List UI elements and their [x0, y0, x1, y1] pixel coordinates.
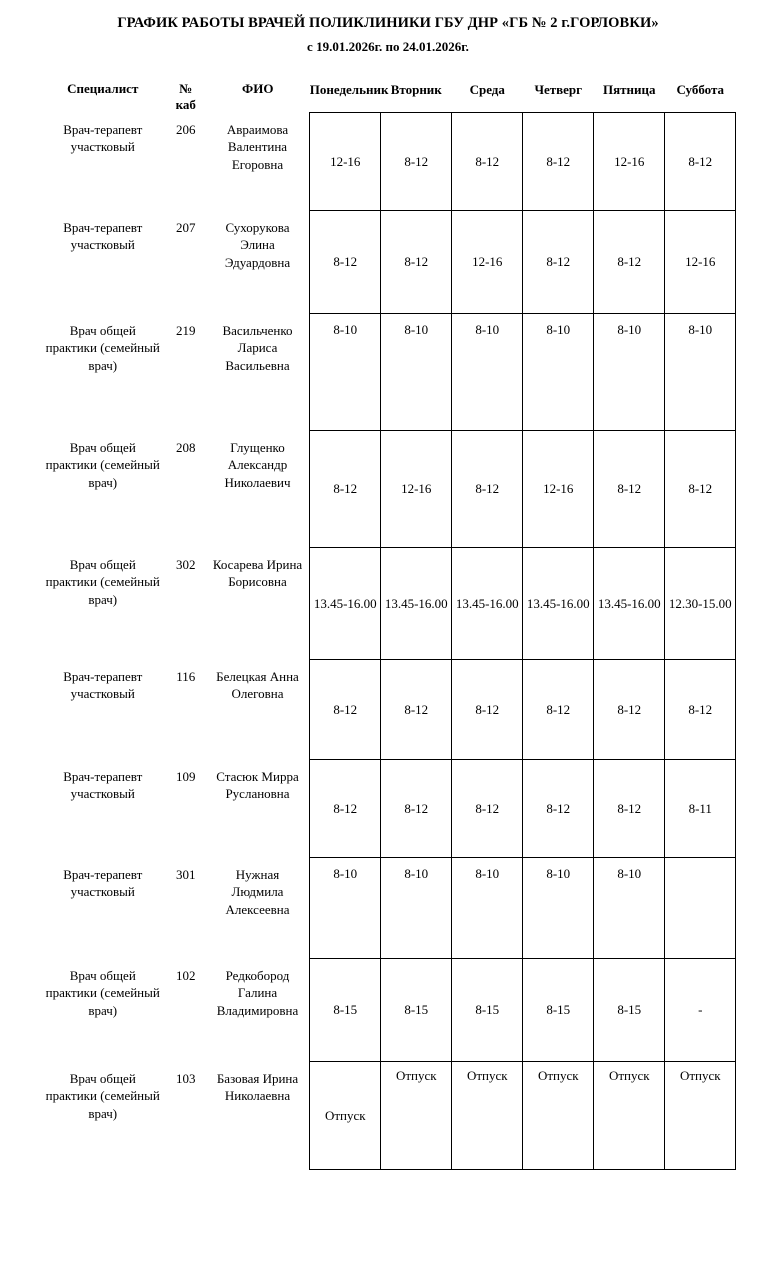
cell-slot-friday: 8-10 — [594, 314, 665, 431]
table-row — [40, 760, 736, 858]
cell-slot-saturday: 8-10 — [665, 314, 736, 431]
cell-slot-thursday: 8-15 — [523, 959, 594, 1062]
cell-slot-saturday: 8-12 — [665, 431, 736, 548]
cell-slot-saturday — [665, 858, 736, 959]
table-header — [40, 81, 736, 113]
cell-slot-friday: Отпуск — [594, 1062, 665, 1170]
cell-room: 219 — [176, 322, 196, 338]
cell-specialist: Врач-терапевт участковый — [63, 668, 143, 702]
cell-slot-friday: 8-12 — [594, 760, 665, 858]
cell-slot-friday: 8-12 — [594, 660, 665, 760]
cell-slot-saturday: Отпуск — [665, 1062, 736, 1170]
cell-slot-wednesday: 8-10 — [452, 858, 523, 959]
cell-fio: Белецкая Анна Олеговна — [216, 668, 299, 702]
cell-specialist: Врач-терапевт участковый — [63, 219, 143, 253]
cell-slot-tuesday: Отпуск — [381, 1062, 452, 1170]
cell-slot-saturday: - — [665, 959, 736, 1062]
cell-slot-thursday: 8-12 — [523, 660, 594, 760]
schedule-table — [40, 81, 737, 1171]
cell-slot-thursday: 8-10 — [523, 314, 594, 431]
cell-specialist: Врач общей практики (семейный врач) — [45, 556, 160, 607]
table-row — [40, 660, 736, 760]
cell-slot-wednesday: 13.45-16.00 — [452, 548, 523, 660]
header-specialist: Специалист — [67, 80, 139, 96]
cell-slot-wednesday: 8-12 — [452, 660, 523, 760]
cell-slot-friday: 12-16 — [594, 113, 665, 211]
table-row — [40, 858, 736, 959]
cell-slot-friday: 8-12 — [594, 431, 665, 548]
cell-fio: Глущенко Александр Николаевич — [224, 439, 291, 490]
cell-slot-thursday: 8-12 — [523, 760, 594, 858]
cell-slot-thursday: 8-12 — [523, 113, 594, 211]
cell-specialist: Врач-терапевт участковый — [63, 866, 143, 900]
header-room-line1: № — [179, 80, 193, 96]
header-row — [40, 81, 736, 113]
cell-slot-monday: 8-12 — [310, 211, 381, 314]
cell-slot-monday: 8-12 — [310, 760, 381, 858]
cell-room: 301 — [176, 866, 196, 882]
table-row — [40, 1062, 736, 1170]
cell-slot-thursday: 8-10 — [523, 858, 594, 959]
cell-slot-monday: 8-15 — [310, 959, 381, 1062]
cell-slot-wednesday: 8-10 — [452, 314, 523, 431]
cell-slot-wednesday: 8-12 — [452, 760, 523, 858]
header-day-wednesday: Среда — [469, 81, 505, 97]
cell-fio: Стасюк Мирра Руслановна — [216, 768, 299, 802]
cell-room: 208 — [176, 439, 196, 455]
cell-slot-tuesday: 13.45-16.00 — [381, 548, 452, 660]
table-body — [40, 113, 736, 1170]
cell-slot-thursday: Отпуск — [523, 1062, 594, 1170]
cell-specialist: Врач общей практики (семейный врач) — [45, 322, 160, 373]
cell-specialist: Врач-терапевт участковый — [63, 768, 143, 802]
header-room — [166, 81, 206, 113]
cell-slot-tuesday: 8-10 — [381, 314, 452, 431]
header-day-friday: Пятница — [602, 81, 656, 97]
header-fio: ФИО — [242, 80, 274, 96]
cell-slot-friday: 8-10 — [594, 858, 665, 959]
cell-slot-wednesday: 12-16 — [452, 211, 523, 314]
cell-slot-tuesday: 8-12 — [381, 660, 452, 760]
table-row — [40, 211, 736, 314]
cell-slot-friday: 13.45-16.00 — [594, 548, 665, 660]
cell-fio: Сухорукова Элина Эдуардовна — [224, 219, 291, 270]
cell-room: 206 — [176, 121, 196, 137]
header-room-line2: каб — [175, 96, 196, 112]
cell-slot-tuesday: 8-15 — [381, 959, 452, 1062]
cell-slot-wednesday: 8-12 — [452, 113, 523, 211]
cell-slot-saturday: 8-12 — [665, 660, 736, 760]
table-row — [40, 314, 736, 431]
header-day-monday: Понедельник — [309, 81, 389, 97]
cell-slot-thursday: 12-16 — [523, 431, 594, 548]
page-subtitle: с 19.01.2026г. по 24.01.2026г. — [307, 38, 469, 54]
cell-slot-wednesday: 8-15 — [452, 959, 523, 1062]
cell-slot-monday: 8-12 — [310, 431, 381, 548]
cell-slot-tuesday: 8-12 — [381, 760, 452, 858]
cell-room: 207 — [176, 219, 196, 235]
cell-slot-tuesday: 8-12 — [381, 113, 452, 211]
cell-fio: Нужная Людмила Алексеевна — [225, 866, 290, 917]
cell-room: 116 — [176, 668, 196, 684]
cell-room: 102 — [176, 967, 196, 983]
cell-specialist: Врач общей практики (семейный врач) — [45, 439, 160, 490]
cell-slot-wednesday: 8-12 — [452, 431, 523, 548]
cell-room: 302 — [176, 556, 196, 572]
cell-slot-saturday: 8-12 — [665, 113, 736, 211]
cell-slot-monday: 8-10 — [310, 314, 381, 431]
cell-specialist: Врач-терапевт участковый — [63, 121, 143, 155]
cell-slot-monday: 8-12 — [310, 660, 381, 760]
cell-slot-friday: 8-15 — [594, 959, 665, 1062]
table-row — [40, 431, 736, 548]
cell-slot-monday: Отпуск — [310, 1062, 381, 1170]
table-row — [40, 959, 736, 1062]
cell-fio: Васильченко Лариса Васильевна — [222, 322, 293, 373]
cell-slot-wednesday: Отпуск — [452, 1062, 523, 1170]
cell-room: 109 — [176, 768, 196, 784]
cell-slot-monday: 8-10 — [310, 858, 381, 959]
cell-fio: Редкобород Галина Владимировна — [216, 967, 299, 1018]
header-day-tuesday: Вторник — [390, 81, 442, 97]
cell-slot-saturday: 8-11 — [665, 760, 736, 858]
header-day-saturday: Суббота — [676, 81, 725, 97]
cell-specialist: Врач общей практики (семейный врач) — [45, 967, 160, 1018]
cell-slot-thursday: 13.45-16.00 — [523, 548, 594, 660]
cell-slot-saturday: 12-16 — [665, 211, 736, 314]
header-day-thursday: Четверг — [534, 81, 583, 97]
cell-fio: Базовая Ирина Николаевна — [216, 1070, 299, 1104]
cell-fio: Авраимова Валентина Егоровна — [226, 121, 289, 172]
table-row — [40, 113, 736, 211]
cell-room: 103 — [176, 1070, 196, 1086]
cell-fio: Косарева Ирина Борисовна — [212, 556, 303, 590]
cell-slot-tuesday: 12-16 — [381, 431, 452, 548]
cell-slot-friday: 8-12 — [594, 211, 665, 314]
page-title: ГРАФИК РАБОТЫ ВРАЧЕЙ ПОЛИКЛИНИКИ ГБУ ДНР «ГБ № 2 г.ГОРЛОВКИ» — [117, 15, 659, 31]
cell-slot-monday: 12-16 — [310, 113, 381, 211]
cell-specialist: Врач общей практики (семейный врач) — [45, 1070, 160, 1121]
cell-slot-thursday: 8-12 — [523, 211, 594, 314]
cell-slot-monday: 13.45-16.00 — [310, 548, 381, 660]
cell-slot-tuesday: 8-10 — [381, 858, 452, 959]
cell-slot-tuesday: 8-12 — [381, 211, 452, 314]
table-row — [40, 548, 736, 660]
cell-slot-saturday: 12.30-15.00 — [665, 548, 736, 660]
